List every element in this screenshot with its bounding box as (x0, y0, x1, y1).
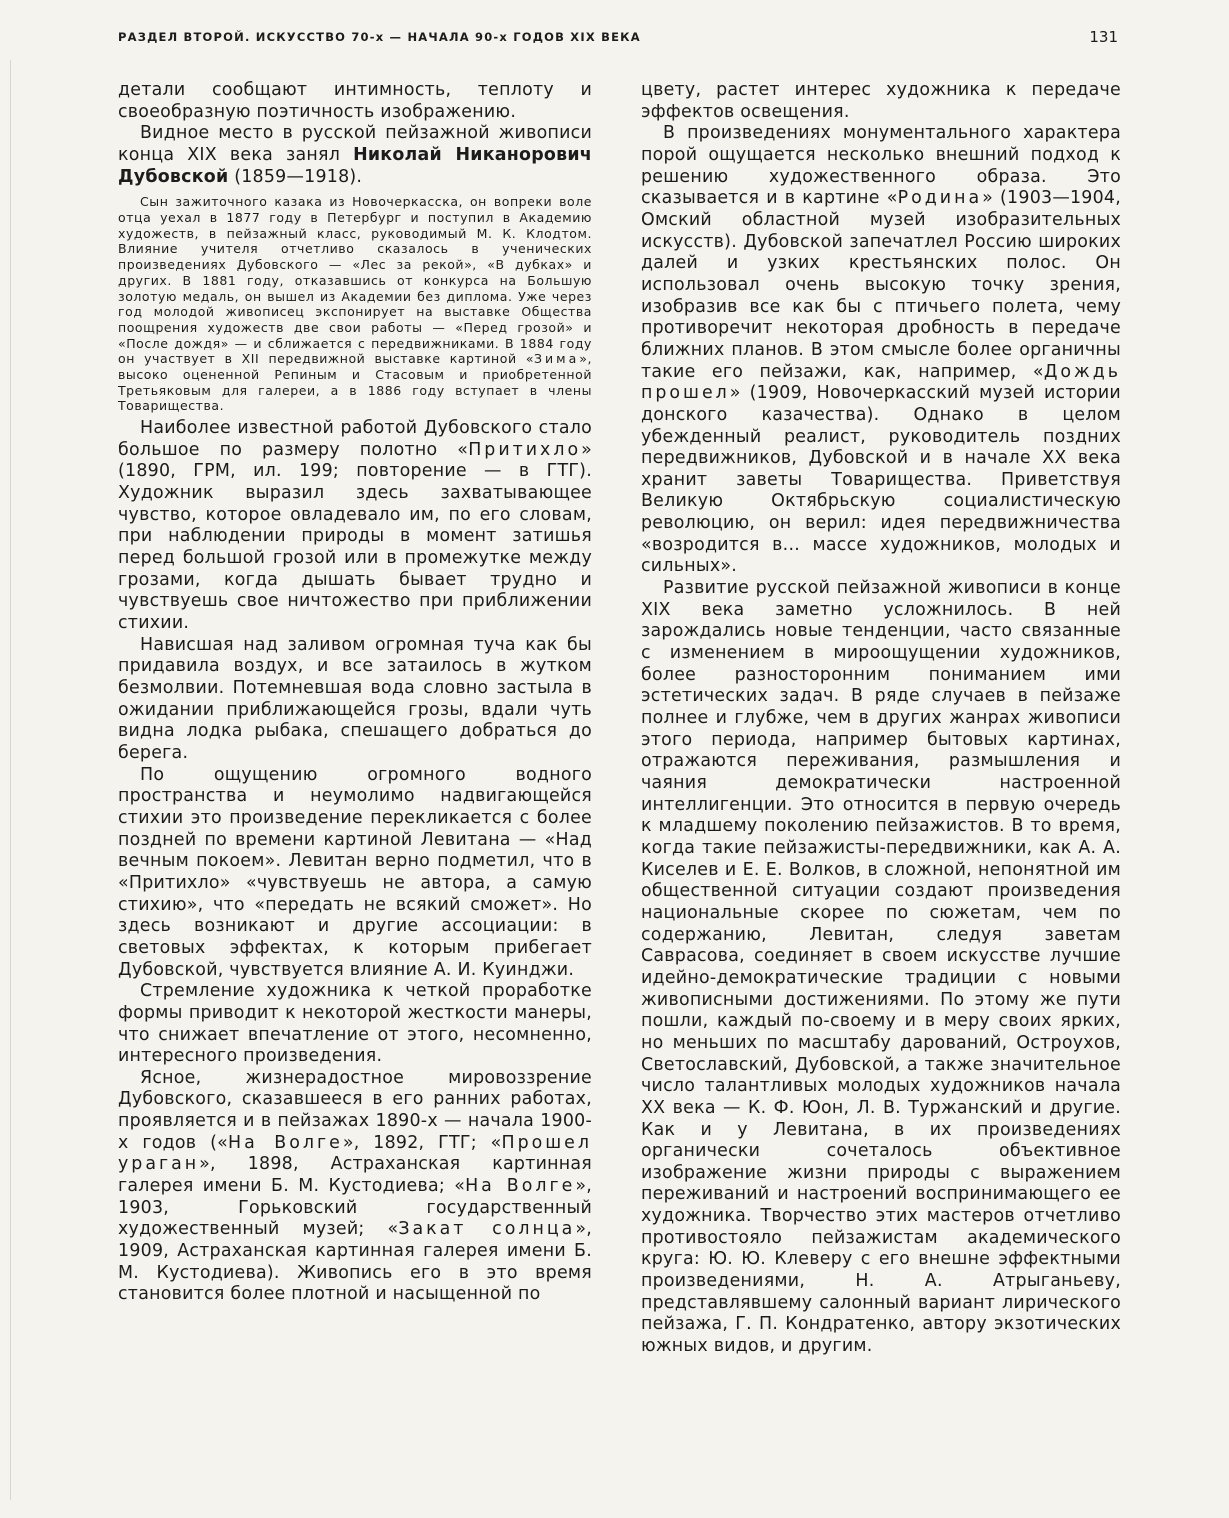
paragraph: цвету, растет интерес художника к передаче эффектов освещения. (641, 80, 1121, 122)
paragraph: Нависшая над заливом огромная туча как бы придавила воздух, и все затаилось в жутком безмолвии. Потемневшая вода словно застыла в ожидании приближающейся грозы, вдали чуть видна лодка рыбака, спешащего добраться до берега. (118, 634, 592, 763)
left-column (118, 80, 592, 1306)
artwork-title: Дождь прошел (641, 361, 1121, 404)
artist-name: Николай Никанорович Дубовской (118, 144, 592, 187)
artwork-title: Прошел ураган (118, 1132, 592, 1175)
artwork-title: Зима (534, 351, 580, 367)
page-number: 131 (1089, 28, 1118, 46)
paragraph: В произведениях монументального характера порой ощущается несколько внешний подход к решению художественного образа. Это сказывается и в картине «Родина» (1903—1904, Омский областной музей изобразительных искусств). Дубовской запечатлел Россию широких далей и узких крестьянских полос. Он использовал очень высокую точку зрения, изобразив все как бы с птичьего полета, чему противоречит некоторая дробность в передаче ближних планов. В этом смысле более органичны такие его пейзажи, как, например, «Дождь прошел» (1909, Новочеркасский музей истории донского казачества). Однако в целом убежденный реалист, руководитель поздних передвижников, Дубовской и в начале XX века хранит заветы Товарищества. Приветствуя Великую Октябрьскую социалистическую революцию, он верил: идея передвижничества «возродится в... массе художников, молодых и сильных». (641, 123, 1121, 577)
artwork-title: Закат солнца (398, 1219, 576, 1240)
scan-edge-line (10, 60, 11, 1500)
paragraph: Развитие русской пейзажной живописи в конце XIX века заметно усложнилось. В ней зарождались новые тенденции, часто связанные с изменением в мироощущении художников, более разносторонним пониманием ими эстетических задач. В ряде случаев в пейзаже полнее и глубже, чем в других жанрах живописи этого периода, например бытовых картинах, отражаются переживания, размышления и чаяния демократически настроенной интеллигенции. Это относится в первую очередь к младшему поколению пейзажистов. В то время, когда такие пейзажисты-передвижники, как А. А. Киселев и Е. Е. Волков, в сложной, непонятной им общественной ситуации создают произведения национальные скорее по сюжетам, чем по содержанию, Левитан, следуя заветам Саврасова, соединяет в своем искусстве лучшие идейно-демократические традиции с новыми живописными достижениями. По этому же пути пошли, каждый по-своему и в меру своих ярких, но меньших по масштабу дарований, Остроухов, Светославский, Дубовской, а также значительное число талантливых молодых художников начала XX века — К. Ф. Юон, Л. В. Туржанский и другие. Как и у Левитана, в их произведениях органически сочеталось объективное изображение жизни природы с выражением переживаний и настроений воспринимающего ее художника. Творчество этих мастеров отчетливо противостояло пейзажистам академического круга: Ю. Ю. Клеверу с его внешне эффектными произведениями, Н. А. Атрыганьеву, представлявшему салонный вариант лирического пейзажа, Г. П. Кондратенко, автору экзотических южных видов, и другим. (641, 578, 1121, 1357)
paragraph: Наиболее известной работой Дубовского стало большое по размеру полотно «Притихло» (1890, ГРМ, ил. 199; повторение — в ГТГ). Художник выразил здесь захватывающее чувство, которое овладевало им, по его словам, при наблюдении природы в момент затишья перед большой грозой или в промежутке между грозами, когда дышать бывает трудно и чувствуешь свое ничтожество при приближении стихии. (118, 418, 592, 634)
artwork-title: Родина (897, 188, 983, 209)
right-column (641, 80, 1121, 1358)
paragraph: Стремление художника к четкой проработке формы приводит к некоторой жесткости манеры, что снижает впечатление от этого, несомненно, интересного произведения. (118, 981, 592, 1067)
paragraph: детали сообщают интимность, теплоту и своеобразную поэтичность изображению. (118, 80, 592, 122)
artwork-title: На Волге (228, 1132, 343, 1153)
running-head: РАЗДЕЛ ВТОРОЙ. ИСКУССТВО 70-х — НАЧАЛА 90-х ГОДОВ XIX ВЕКА (118, 30, 641, 44)
page-header (118, 28, 1118, 48)
artwork-title: Притихло (468, 439, 582, 460)
paragraph: По ощущению огромного водного пространства и неумолимо надвигающейся стихии это произведение перекликается с более поздней по времени картиной Левитана — «Над вечным покоем». Левитан верно подметил, что в «Притихло» «чувствуешь не автора, а самую стихию», что «передать не всякий сможет». Но здесь возникают и другие ассоциации: в световых эффектах, к которым прибегает Дубовской, чувствуется влияние А. И. Куинджи. (118, 764, 592, 980)
biography-note: Сын зажиточного казака из Новочеркасска, он вопреки воле отца уехал в 1877 году в Петербург и поступил в Академию художеств, в пейзажный класс, руководимый М. К. Клодтом. Влияние учителя отчетливо сказалось в ученических произведениях Дубовского — «Лес за рекой», «В дубках» и других. В 1881 году, отказавшись от конкурса на Большую золотую медаль, он вышел из Академии без диплома. Уже через год молодой живописец экспонирует на выставке Общества поощрения художеств две свои работы — «Перед грозой» и «После дождя» — и сближается с передвижниками. В 1884 году он участвует в XII передвижной выставке картиной «Зима», высоко оцененной Репиным и Стасовым и приобретенной Третьяковым для галереи, а в 1886 году вступает в члены Товарищества. (118, 194, 592, 414)
artwork-title: На Волге (465, 1176, 576, 1197)
paragraph: Видное место в русской пейзажной живописи конца XIX века занял Николай Никанорович Дубовской (1859—1918). (118, 123, 592, 187)
paragraph: Ясное, жизнерадостное мировоззрение Дубовского, сказавшееся в его ранних работах, проявляется и в пейзажах 1890-х — начала 1900-х годов («На Волге», 1892, ГТГ; «Прошел ураган», 1898, Астраханская картинная галерея имени Б. М. Кустодиева; «На Волге», 1903, Горьковский государственный художественный музей; «Закат солнца», 1909, Астраханская картинная галерея имени Б. М. Кустодиева). Живопись его в это время становится более плотной и насыщенной по (118, 1067, 592, 1305)
